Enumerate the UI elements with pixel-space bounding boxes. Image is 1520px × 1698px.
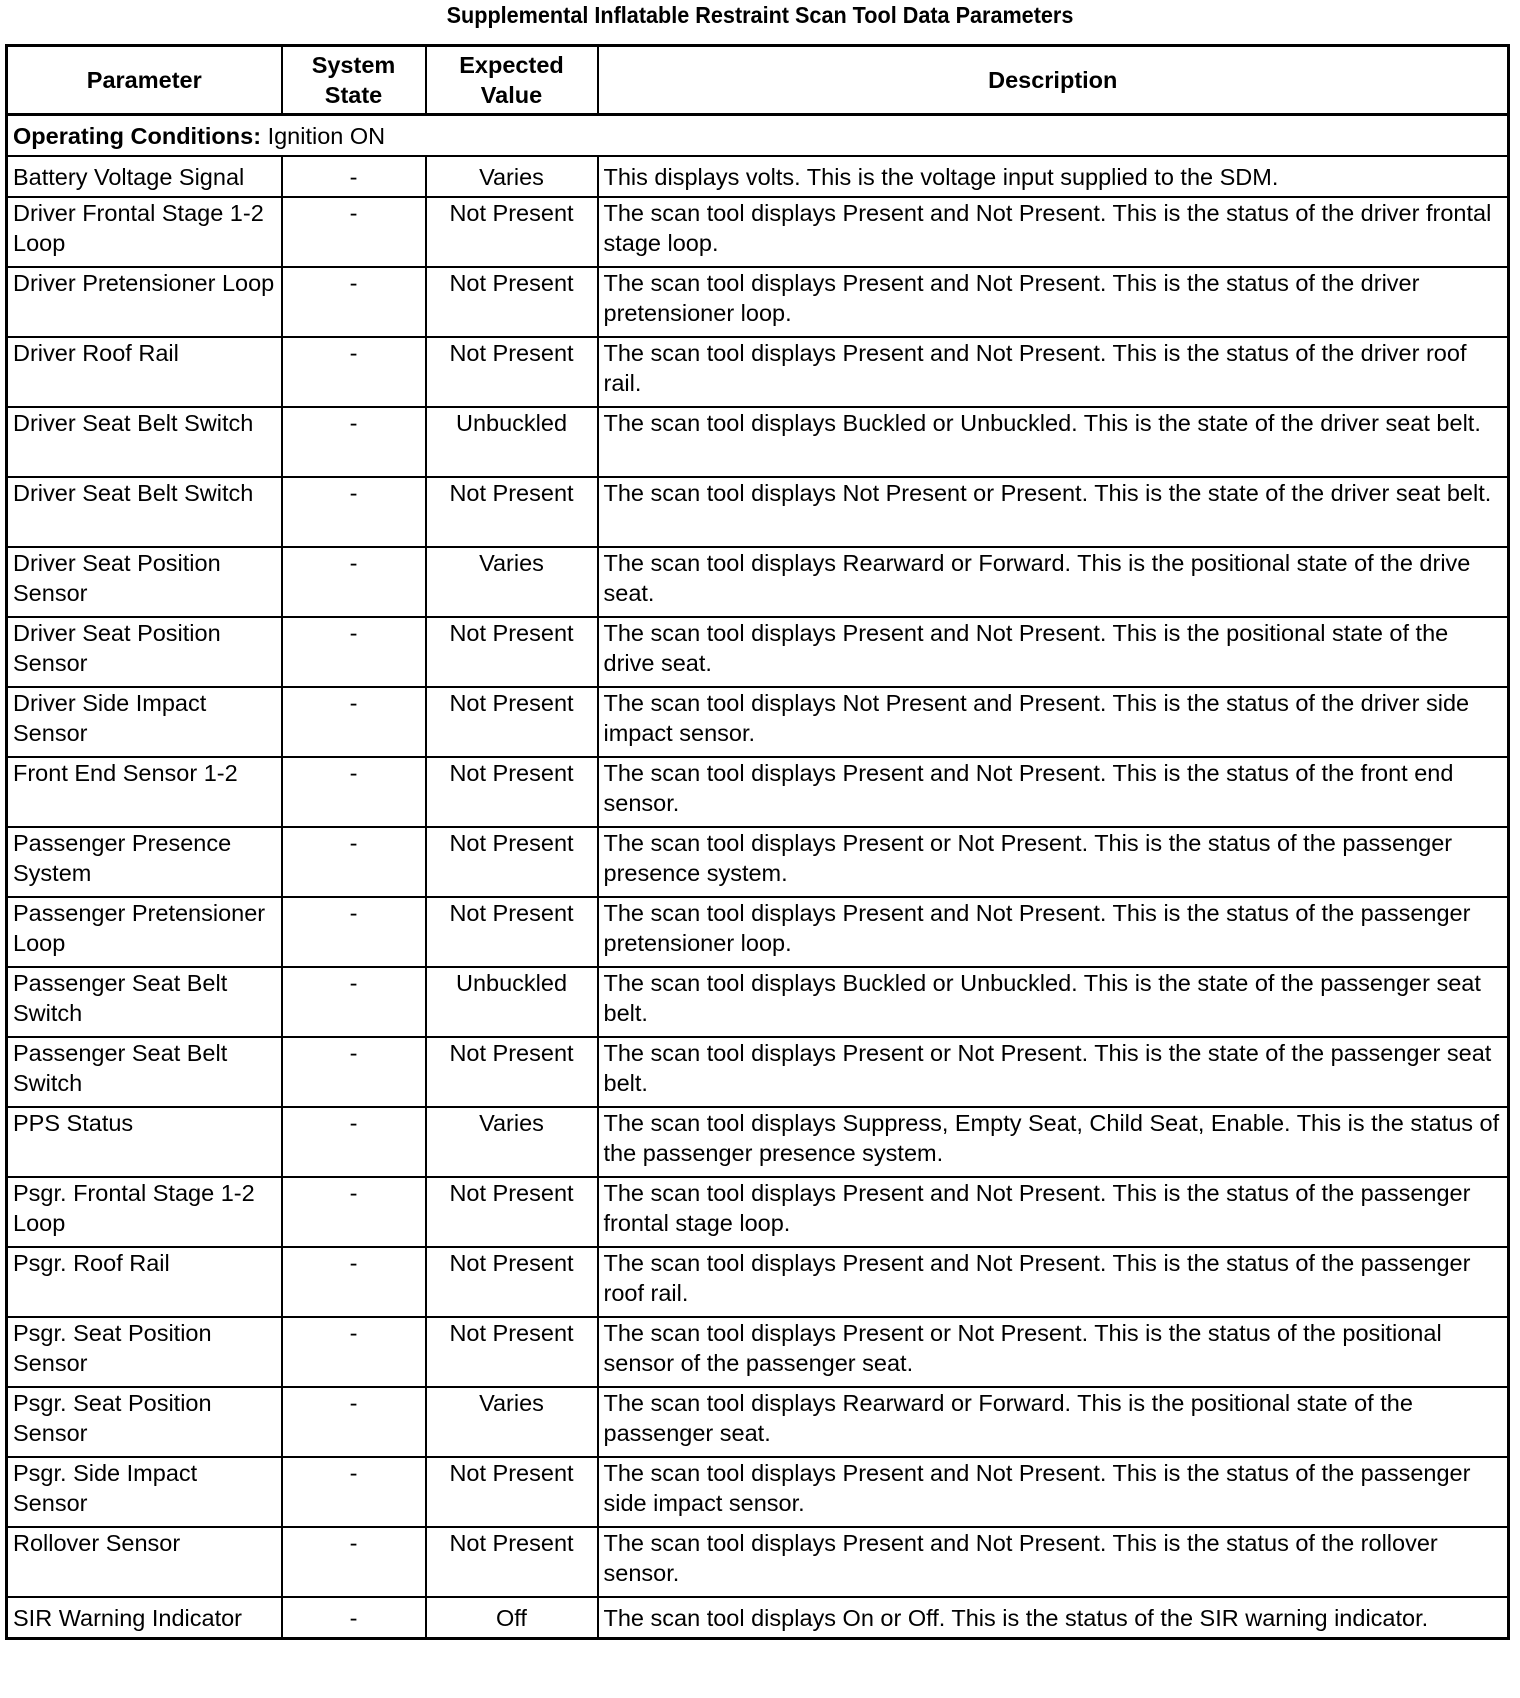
system-state-cell: - <box>282 197 426 267</box>
expected-value-cell: Not Present <box>426 687 598 757</box>
table-row <box>7 337 1509 407</box>
parameter-cell: Passenger Seat Belt Switch <box>7 1037 282 1107</box>
operating-conditions-cell <box>7 115 1509 157</box>
description-cell: The scan tool displays Present and Not Present. This is the status of the driver pretensioner loop. <box>598 267 1509 337</box>
description-cell: The scan tool displays Present or Not Present. This is the status of the passenger presence system. <box>598 827 1509 897</box>
system-state-cell: - <box>282 477 426 547</box>
parameter-cell: Driver Side Impact Sensor <box>7 687 282 757</box>
system-state-cell: - <box>282 1107 426 1177</box>
parameter-cell: Psgr. Side Impact Sensor <box>7 1457 282 1527</box>
description-cell: The scan tool displays Rearward or Forward. This is the positional state of the passenger seat. <box>598 1387 1509 1457</box>
table-row <box>7 547 1509 617</box>
expected-value-cell: Off <box>426 1597 598 1639</box>
table-row <box>7 407 1509 477</box>
system-state-cell: - <box>282 1597 426 1639</box>
expected-value-cell: Not Present <box>426 1317 598 1387</box>
table-header-row <box>7 46 1509 115</box>
expected-value-cell: Not Present <box>426 1247 598 1317</box>
system-state-cell: - <box>282 1527 426 1597</box>
parameter-cell: Passenger Pretensioner Loop <box>7 897 282 967</box>
description-cell: The scan tool displays Present and Not Present. This is the status of the passenger side impact sensor. <box>598 1457 1509 1527</box>
parameters-table <box>5 44 1510 1640</box>
system-state-cell: - <box>282 1457 426 1527</box>
expected-value-cell: Not Present <box>426 617 598 687</box>
system-state-cell: - <box>282 1037 426 1107</box>
expected-value-cell: Not Present <box>426 1527 598 1597</box>
table-row <box>7 267 1509 337</box>
description-cell: The scan tool displays Buckled or Unbuckled. This is the state of the driver seat belt. <box>598 407 1509 477</box>
operating-conditions-row <box>7 115 1509 157</box>
table-row <box>7 617 1509 687</box>
expected-value-cell: Not Present <box>426 477 598 547</box>
system-state-cell: - <box>282 897 426 967</box>
expected-value-cell: Unbuckled <box>426 967 598 1037</box>
system-state-cell: - <box>282 337 426 407</box>
description-cell: The scan tool displays On or Off. This is the status of the SIR warning indicator. <box>598 1597 1509 1639</box>
header-expected-value: Expected Value <box>426 46 598 115</box>
table-row <box>7 1107 1509 1177</box>
table-row <box>7 1387 1509 1457</box>
system-state-cell: - <box>282 547 426 617</box>
table-row <box>7 1457 1509 1527</box>
parameter-cell: Psgr. Seat Position Sensor <box>7 1317 282 1387</box>
description-cell: The scan tool displays Present and Not Present. This is the status of the driver roof rail. <box>598 337 1509 407</box>
header-description: Description <box>598 46 1509 115</box>
parameter-cell: PPS Status <box>7 1107 282 1177</box>
system-state-cell: - <box>282 1317 426 1387</box>
parameter-cell: Rollover Sensor <box>7 1527 282 1597</box>
parameter-cell: Passenger Presence System <box>7 827 282 897</box>
expected-value-cell: Varies <box>426 547 598 617</box>
operating-conditions-value: Ignition ON <box>261 122 386 149</box>
table-row <box>7 757 1509 827</box>
expected-value-cell: Not Present <box>426 197 598 267</box>
table-row <box>7 1317 1509 1387</box>
description-cell: The scan tool displays Present or Not Present. This is the state of the passenger seat belt. <box>598 1037 1509 1107</box>
description-cell: The scan tool displays Present and Not Present. This is the status of the passenger frontal stage loop. <box>598 1177 1509 1247</box>
system-state-cell: - <box>282 1387 426 1457</box>
description-cell: The scan tool displays Rearward or Forward. This is the positional state of the drive seat. <box>598 547 1509 617</box>
parameter-cell: Driver Seat Position Sensor <box>7 617 282 687</box>
description-cell: The scan tool displays Suppress, Empty Seat, Child Seat, Enable. This is the status of the passenger presence system. <box>598 1107 1509 1177</box>
parameter-cell: Psgr. Frontal Stage 1-2 Loop <box>7 1177 282 1247</box>
description-cell: The scan tool displays Not Present or Present. This is the state of the driver seat belt. <box>598 477 1509 547</box>
description-cell: The scan tool displays Present or Not Present. This is the status of the positional sensor of the passenger seat. <box>598 1317 1509 1387</box>
table-row <box>7 1177 1509 1247</box>
table-row <box>7 1527 1509 1597</box>
table-row <box>7 967 1509 1037</box>
table-row <box>7 1037 1509 1107</box>
parameter-cell: Passenger Seat Belt Switch <box>7 967 282 1037</box>
expected-value-cell: Not Present <box>426 827 598 897</box>
expected-value-cell: Not Present <box>426 1037 598 1107</box>
table-row <box>7 477 1509 547</box>
operating-conditions-label: Operating Conditions: <box>13 122 262 149</box>
expected-value-cell: Not Present <box>426 267 598 337</box>
system-state-cell: - <box>282 1177 426 1247</box>
expected-value-cell: Varies <box>426 1387 598 1457</box>
parameter-cell: Driver Seat Belt Switch <box>7 477 282 547</box>
parameter-cell: Battery Voltage Signal <box>7 156 282 197</box>
system-state-cell: - <box>282 1247 426 1317</box>
header-parameter: Parameter <box>7 46 282 115</box>
expected-value-cell: Not Present <box>426 1177 598 1247</box>
description-cell: The scan tool displays Not Present and Present. This is the status of the driver side impact sensor. <box>598 687 1509 757</box>
parameter-cell: Psgr. Seat Position Sensor <box>7 1387 282 1457</box>
system-state-cell: - <box>282 757 426 827</box>
description-cell: The scan tool displays Present and Not Present. This is the status of the rollover sensor. <box>598 1527 1509 1597</box>
expected-value-cell: Varies <box>426 156 598 197</box>
expected-value-cell: Unbuckled <box>426 407 598 477</box>
parameter-cell: SIR Warning Indicator <box>7 1597 282 1639</box>
system-state-cell: - <box>282 267 426 337</box>
table-row <box>7 1597 1509 1639</box>
parameter-cell: Driver Seat Position Sensor <box>7 547 282 617</box>
header-system-state: System State <box>282 46 426 115</box>
table-row <box>7 156 1509 197</box>
expected-value-cell: Not Present <box>426 897 598 967</box>
description-cell: The scan tool displays Present and Not Present. This is the status of the passenger pretensioner loop. <box>598 897 1509 967</box>
table-row <box>7 897 1509 967</box>
parameter-cell: Driver Frontal Stage 1-2 Loop <box>7 197 282 267</box>
parameter-cell: Psgr. Roof Rail <box>7 1247 282 1317</box>
system-state-cell: - <box>282 156 426 197</box>
table-row <box>7 827 1509 897</box>
table-row <box>7 1247 1509 1317</box>
system-state-cell: - <box>282 407 426 477</box>
system-state-cell: - <box>282 827 426 897</box>
description-cell: The scan tool displays Buckled or Unbuckled. This is the state of the passenger seat belt. <box>598 967 1509 1037</box>
description-cell: The scan tool displays Present and Not Present. This is the status of the driver frontal stage loop. <box>598 197 1509 267</box>
expected-value-cell: Not Present <box>426 1457 598 1527</box>
description-cell: This displays volts. This is the voltage input supplied to the SDM. <box>598 156 1509 197</box>
parameter-cell: Driver Pretensioner Loop <box>7 267 282 337</box>
page-title: Supplemental Inflatable Restraint Scan Tool Data Parameters <box>446 2 1074 28</box>
parameter-cell: Driver Seat Belt Switch <box>7 407 282 477</box>
system-state-cell: - <box>282 687 426 757</box>
expected-value-cell: Not Present <box>426 337 598 407</box>
description-cell: The scan tool displays Present and Not Present. This is the positional state of the drive seat. <box>598 617 1509 687</box>
table-row <box>7 687 1509 757</box>
parameter-cell: Front End Sensor 1-2 <box>7 757 282 827</box>
parameter-cell: Driver Roof Rail <box>7 337 282 407</box>
description-cell: The scan tool displays Present and Not Present. This is the status of the passenger roof rail. <box>598 1247 1509 1317</box>
table-row <box>7 197 1509 267</box>
expected-value-cell: Varies <box>426 1107 598 1177</box>
description-cell: The scan tool displays Present and Not Present. This is the status of the front end sensor. <box>598 757 1509 827</box>
system-state-cell: - <box>282 967 426 1037</box>
table-body <box>7 115 1509 1639</box>
expected-value-cell: Not Present <box>426 757 598 827</box>
system-state-cell: - <box>282 617 426 687</box>
